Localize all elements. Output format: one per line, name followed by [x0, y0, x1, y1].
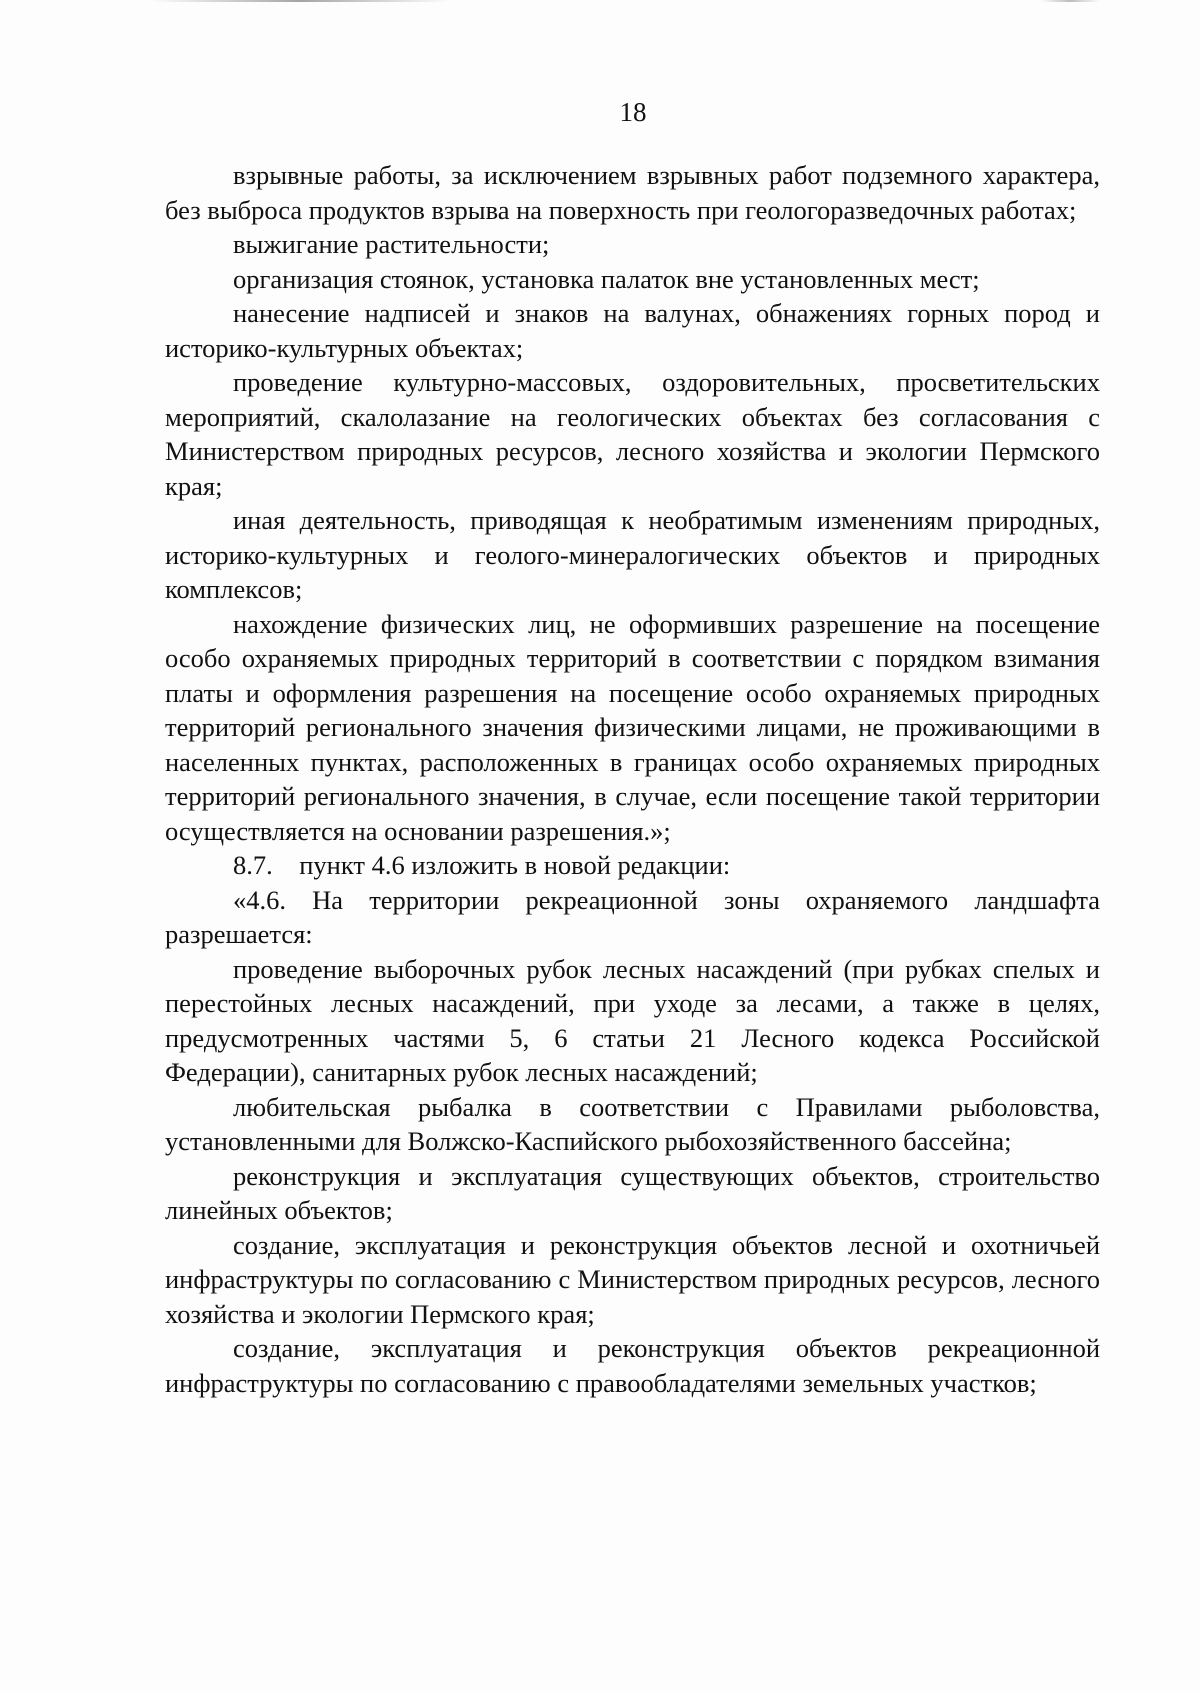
paragraph-inscriptions: нанесение надписей и знаков на валунах, обнажениях горных пород и историко-культурных объектах;: [165, 298, 1100, 363]
paragraph-burning: выжигание растительности;: [233, 229, 550, 259]
paragraph-item-4-6: «4.6. На территории рекреационной зоны охраняемого ландшафта разрешается:: [165, 884, 1100, 949]
paragraph-forest-infrastructure: создание, эксплуатация и реконструкция объектов лесной и охотничьей инфраструктуры по согласованию с Министерством природных ресурсов, лесного хозяйства и экологии Пермского края;: [165, 1229, 1100, 1329]
scan-artifact-top-right: [1040, 0, 1100, 2]
paragraph-reconstruction: реконструкция и эксплуатация существующих объектов, строительство линейных объектов;: [165, 1160, 1100, 1225]
paragraph-fishing: любительская рыбалка в соответствии с Правилами рыболовства, установленными для Волжско-Каспийского рыбохозяйственного бассейна;: [165, 1091, 1100, 1156]
scan-artifact-top: [150, 0, 450, 2]
paragraph-item-8-7: 8.7. пункт 4.6 изложить в новой редакции:: [233, 850, 731, 880]
page-number: 18: [619, 97, 647, 127]
paragraph-other-activity: иная деятельность, приводящая к необратимым изменениям природных, историко-культурных и геолого-минералогических объектов и природных комплексов;: [165, 505, 1100, 604]
document-body: [165, 158, 1100, 1400]
paragraph-recreation-infrastructure: создание, эксплуатация и реконструкция объектов рекреационной инфраструктуры по согласованию с правообладателями земельных участков;: [165, 1333, 1100, 1398]
paragraph-events: проведение культурно-массовых, оздоровительных, просветительских мероприятий, скалолазание на геологических объектах без согласования с Министерством природных ресурсов, лесного хозяйства и экологии Пермского края;: [165, 367, 1100, 501]
paragraph-camping: организация стоянок, установка палаток вне установленных мест;: [233, 263, 980, 294]
paragraph-logging: проведение выборочных рубок лесных насаждений (при рубках спелых и перестойных лесных насаждений, при уходе за лесами, а также в целях, предусмотренных частями 5, 6 статьи 21 Лесного кодекса Российской Федерации), санитарных рубок лесных насаждений;: [165, 953, 1100, 1087]
paragraph-blasting: взрывные работы, за исключением взрывных работ подземного характера, без выброса продуктов взрыва на поверхность при геологоразведочных работах;: [165, 160, 1100, 225]
paragraph-visitors: нахождение физических лиц, не оформивших разрешение на посещение особо охраняемых природных территорий в соответствии с порядком взимания платы и оформления разрешения на посещение особо охраняемых природных территорий регионального значения физическими лицами, не проживающими в населенных пунктах, расположенных в границах особо охраняемых природных территорий регионального значения, в случае, если посещение такой территории осуществляется на основании разрешения.»;: [165, 608, 1100, 846]
